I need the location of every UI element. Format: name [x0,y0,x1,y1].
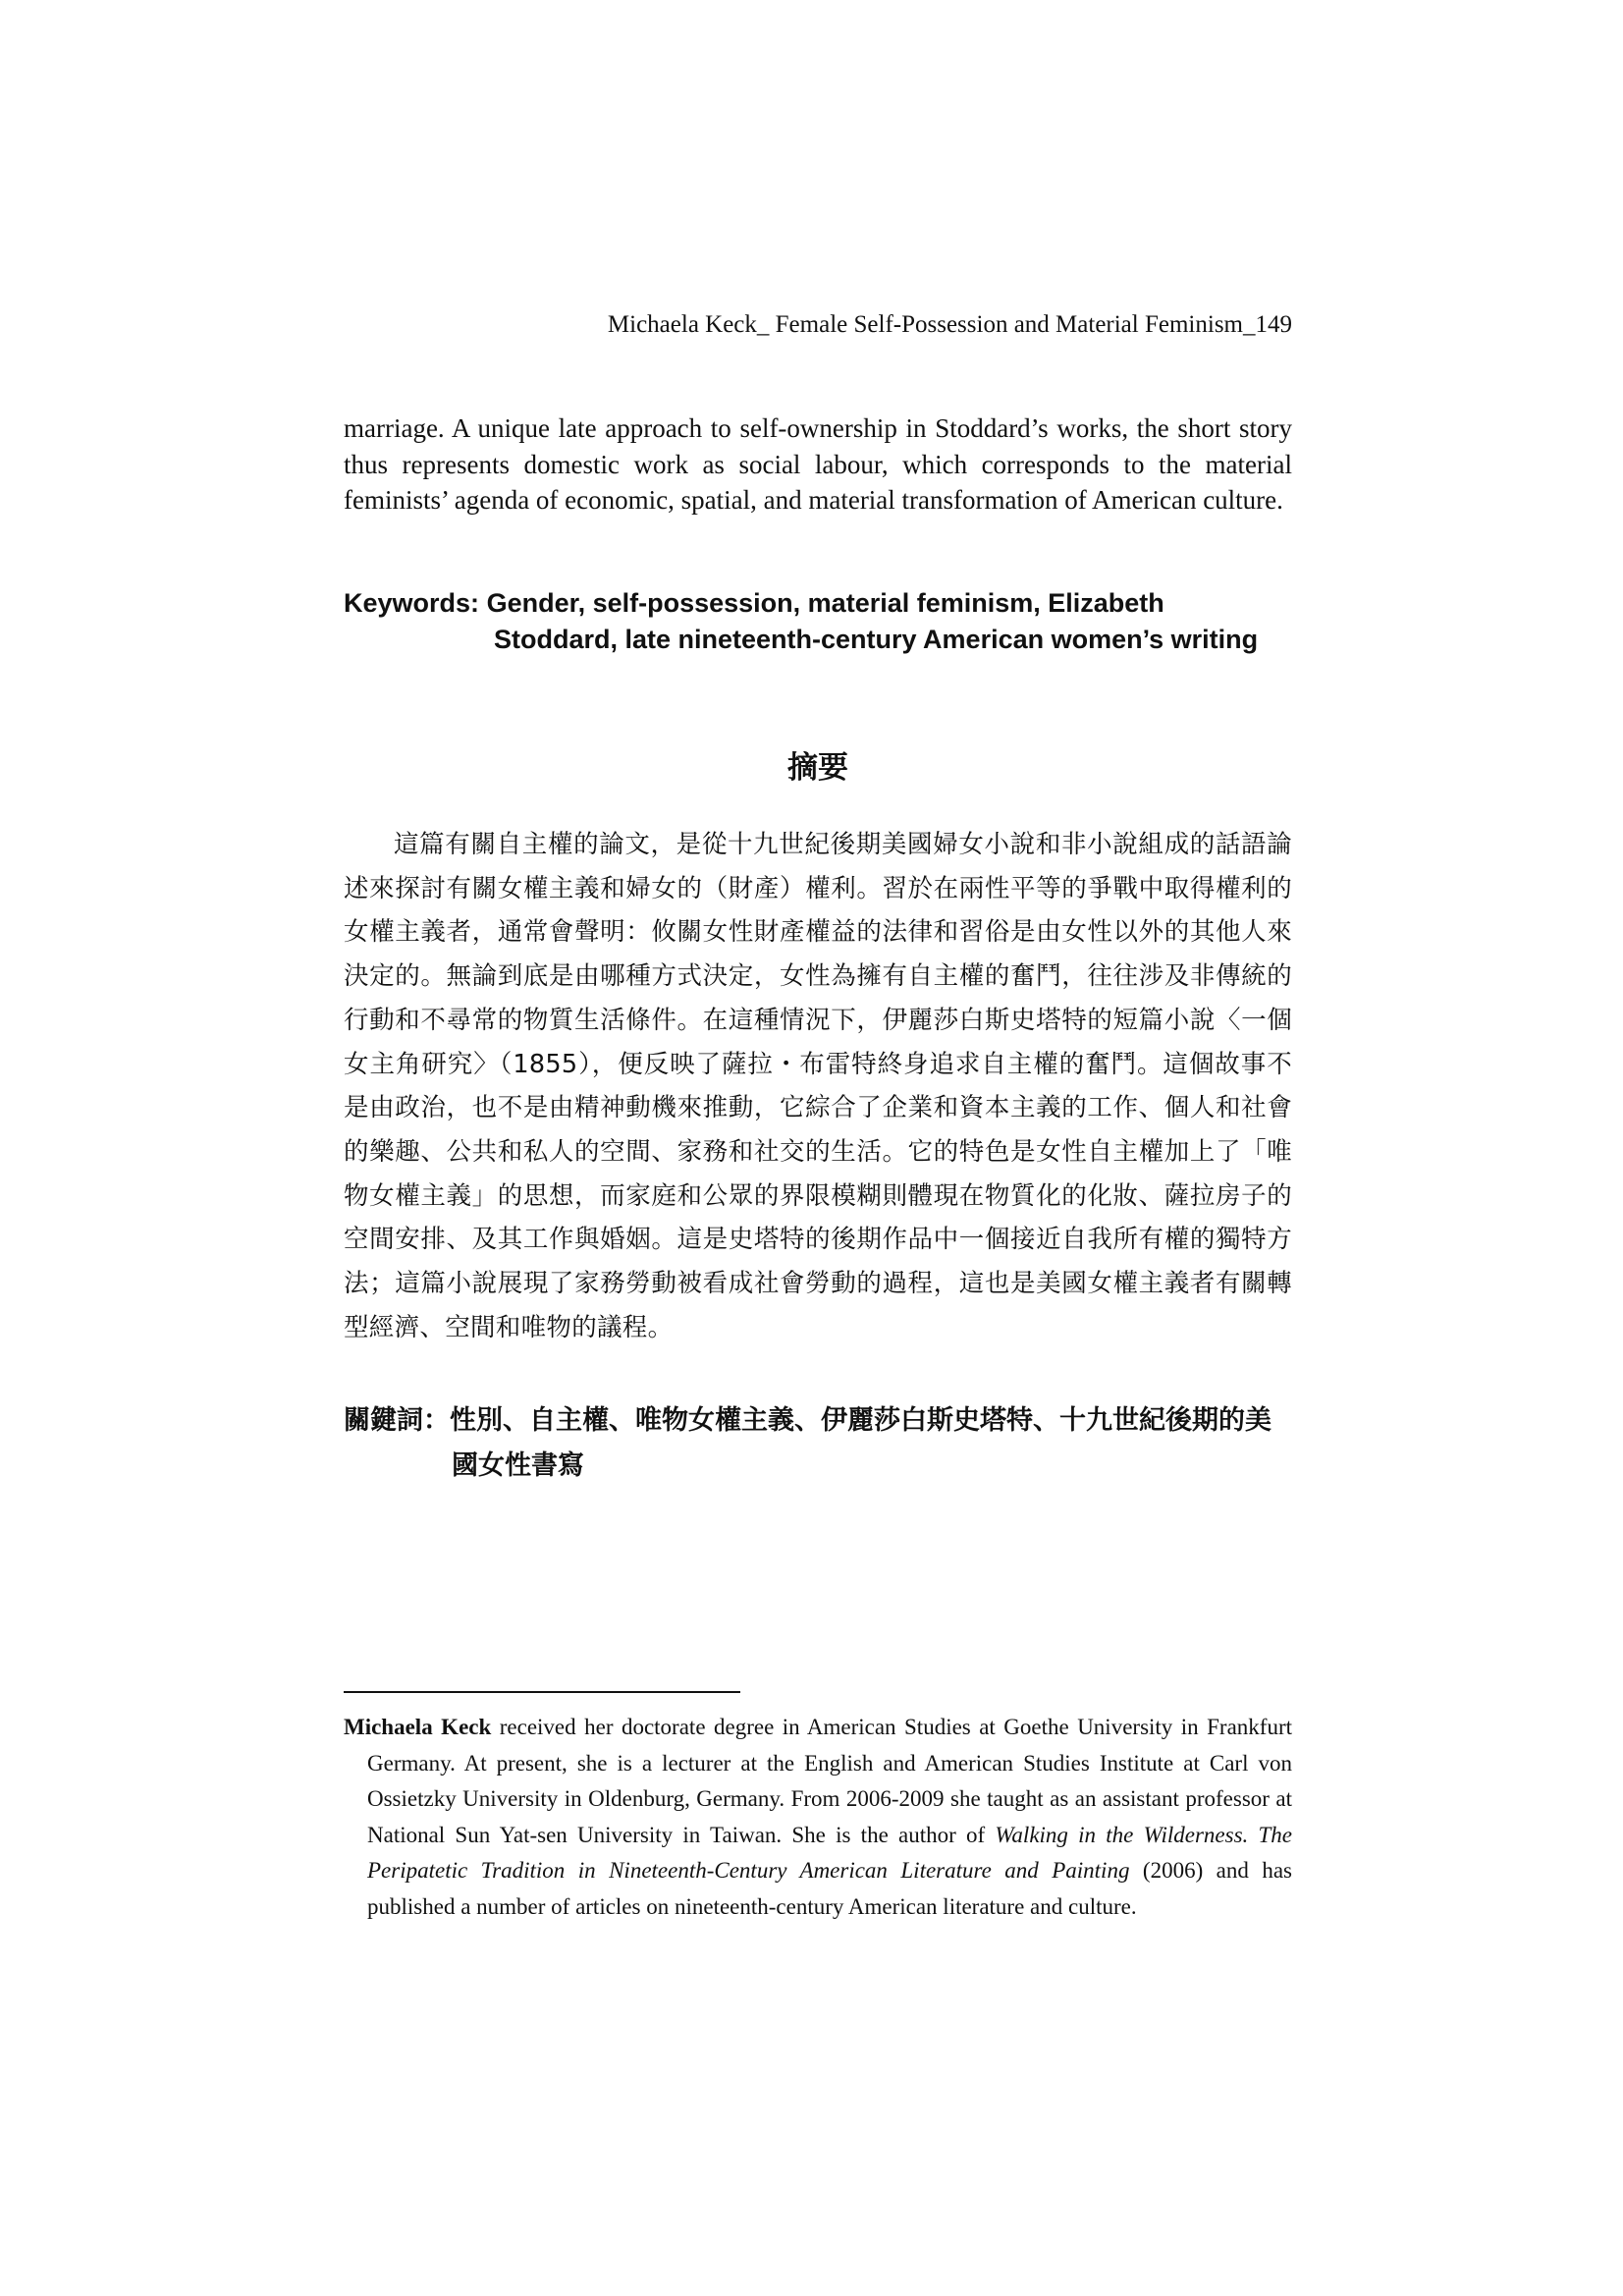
keywords-line-2: Stoddard, late nineteenth-century American women’s writing [494,625,1259,654]
footnote-author-name: Michaela Keck [344,1715,492,1739]
keywords-chinese-line-1: 關鍵詞：性別、自主權、唯物女權主義、伊麗莎白斯史塔特、十九世紀後期的美 [344,1405,1271,1436]
abstract-english-paragraph: marriage. A unique late approach to self-ownership in Stoddard’s works, the short story thus represents domestic work as social labour, which corresponds to the material feminists’ agenda of economic, spatial, and material transformation of American culture. [344,413,1292,515]
footnote-book-title: Walking in the Wilderness. The Peripatetic Tradition in Nineteenth-Century American Literature and Painting [367,1822,1292,1883]
author-footnote [344,1710,1292,1925]
footnote-text-before-title: received her doctorate degree in American Studies at Goethe University in Frankfurt Germany. At present, she is a lecturer at the English and American Studies Institute at Carl von Ossietzky University in Oldenburg, Germany. From 2006-2009 she taught as an assistant professor at National Sun Yat-sen University in Taiwan. She is the author of [367,1715,1293,1847]
chinese-abstract-title: 摘要 [787,750,848,786]
footnote-divider [344,1691,740,1693]
abstract-chinese-paragraph: 這篇有關自主權的論文，是從十九世紀後期美國婦女小說和非小說組成的話語論述來探討有關女權主義和婦女的（財產）權利。習於在兩性平等的爭戰中取得權利的女權主義者，通常會聲明：攸關女性財產權益的法律和習俗是由女性以外的其他人來決定的。無論到底是由哪種方式決定，女性為擁有自主權的奮鬥，往往涉及非傳統的行動和不尋常的物質生活條件。在這種情況下，伊麗莎白斯史塔特的短篇小說〈一個女主角研究〉（1855），便反映了薩拉・布雷特終身追求自主權的奮鬥。這個故事不是由政治，也不是由精神動機來推動，它綜合了企業和資本主義的工作、個人和社會的樂趣、公共和私人的空間、家務和社交的生活。它的特色是女性自主權加上了「唯物女權主義」的思想，而家庭和公眾的界限模糊則體現在物質化的化妝、薩拉房子的空間安排、及其工作與婚姻。這是史塔特的後期作品中一個接近自我所有權的獨特方法；這篇小說展現了家務勞動被看成社會勞動的過程，這也是美國女權主義者有關轉型經濟、空間和唯物的議程。 [344,830,1292,1342]
keywords-english [344,585,1292,658]
keywords-chinese [344,1398,1292,1489]
keywords-label: Keywords: [344,588,480,618]
keywords-line-1: Gender, self-possession, material feminism, Elizabeth [486,588,1164,618]
running-head: Michaela Keck_ Female Self-Possession and Material Feminism_149 [607,311,1292,338]
keywords-chinese-line-2: 國女性書寫 [452,1450,584,1481]
footnote-text-after-title: (2006) and has published a number of articles on nineteenth-century American literature and culture. [367,1858,1293,1919]
